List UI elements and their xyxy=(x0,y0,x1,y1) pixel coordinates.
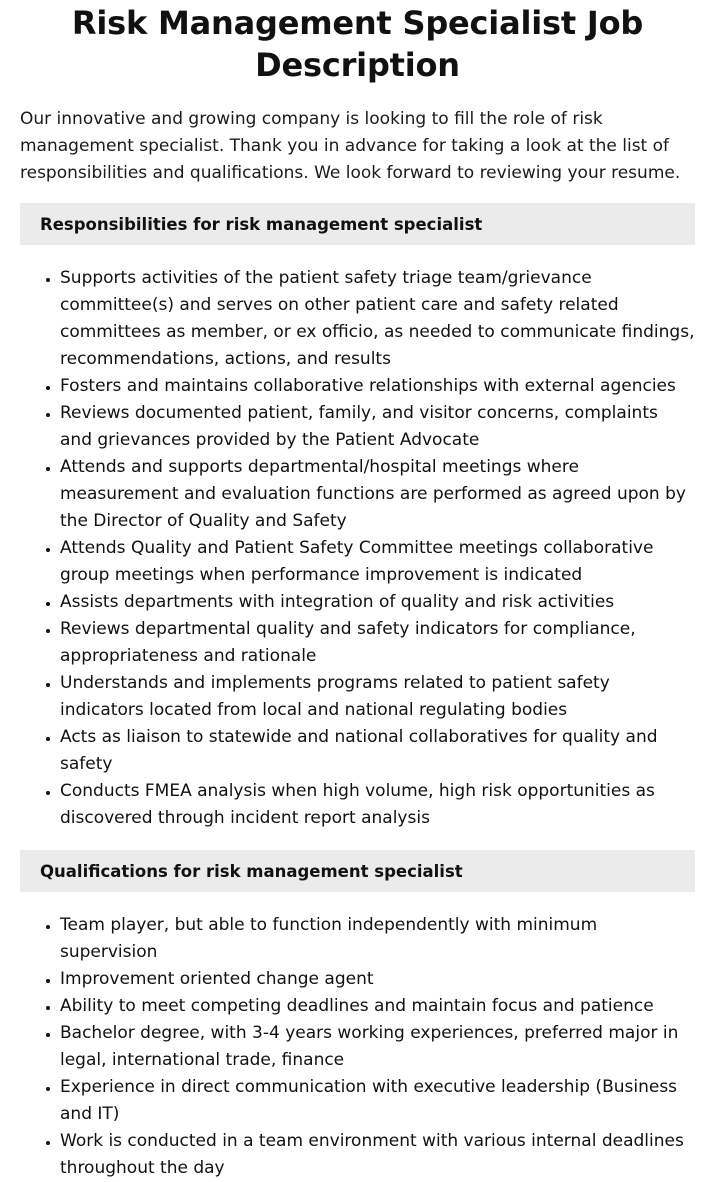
list-item: • Understands and implements programs related to patient safety indicators located from local and national regulating bodies xyxy=(60,670,695,724)
list-item: • Attends Quality and Patient Safety Committee meetings collaborative group meetings when performance improvement is indicated xyxy=(60,535,695,589)
responsibilities-list xyxy=(20,265,695,832)
list-item: • Improvement oriented change agent xyxy=(60,966,695,993)
responsibilities-heading-label: Responsibilities for risk management specialist xyxy=(40,214,483,234)
qualifications-list xyxy=(20,912,695,1182)
list-item: • Acts as liaison to statewide and national collaboratives for quality and safety xyxy=(60,724,695,778)
responsibilities-heading xyxy=(20,203,695,245)
list-item: • Team player, but able to function independently with minimum supervision xyxy=(60,912,695,966)
list-item: • Conducts FMEA analysis when high volume, high risk opportunities as discovered through incident report analysis xyxy=(60,778,695,832)
list-item: • Supports activities of the patient safety triage team/grievance committee(s) and serves on other patient care and safety related committees as member, or ex officio, as needed to communicate findings, recommendations, actions, and results xyxy=(60,265,695,373)
list-item: • Ability to meet competing deadlines and maintain focus and patience xyxy=(60,993,695,1020)
list-item: • Fosters and maintains collaborative relationships with external agencies xyxy=(60,373,695,400)
list-item: • Attends and supports departmental/hospital meetings where measurement and evaluation functions are performed as agreed upon by the Director of Quality and Safety xyxy=(60,454,695,535)
qualifications-heading xyxy=(20,850,695,892)
list-item: • Assists departments with integration of quality and risk activities xyxy=(60,589,695,616)
list-item: • Experience in direct communication with executive leadership (Business and IT) xyxy=(60,1074,695,1128)
list-item: • Reviews departmental quality and safety indicators for compliance, appropriateness and rationale xyxy=(60,616,695,670)
intro-paragraph: Our innovative and growing company is looking to fill the role of risk management specialist. Thank you in advance for taking a look at the list of responsibilities and qualifications. We look forward to reviewing your resume. xyxy=(20,109,681,183)
page-title: Risk Management Specialist Job Description xyxy=(71,4,644,84)
list-item: • Bachelor degree, with 3-4 years working experiences, preferred major in legal, international trade, finance xyxy=(60,1020,695,1074)
list-item: • Work is conducted in a team environment with various internal deadlines throughout the day xyxy=(60,1128,695,1182)
list-item: • Reviews documented patient, family, and visitor concerns, complaints and grievances provided by the Patient Advocate xyxy=(60,400,695,454)
qualifications-heading-label: Qualifications for risk management specialist xyxy=(40,861,463,881)
